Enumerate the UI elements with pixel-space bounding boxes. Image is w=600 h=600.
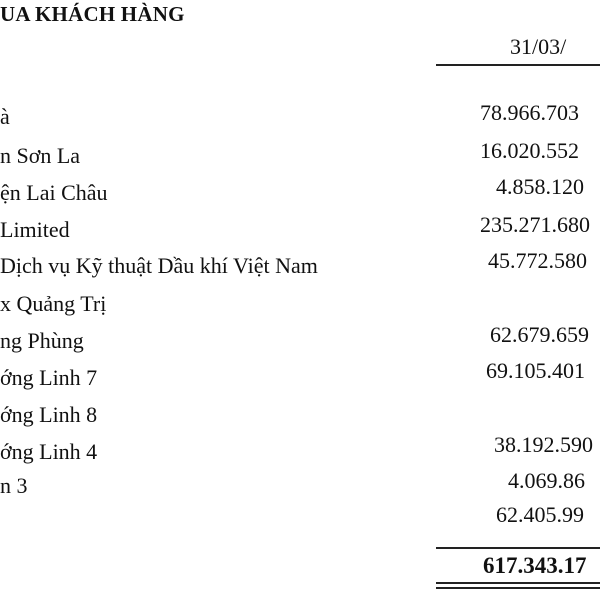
row-value: 38.192.590 <box>494 432 593 457</box>
total-double-rule-upper <box>436 582 600 584</box>
row-label: ớng Linh 4 <box>0 439 98 464</box>
column-header-date: 31/03/ <box>510 34 567 59</box>
row-value: 45.772.580 <box>488 248 587 273</box>
row-label: ớng Linh 8 <box>0 402 98 427</box>
row-label: Limited <box>0 217 70 242</box>
row-label: ớng Linh 7 <box>0 365 98 390</box>
row-value: 235.271.680 <box>480 212 590 237</box>
row-label: x Quảng Trị <box>0 291 107 316</box>
row-label: n 3 <box>0 473 28 498</box>
row-value: 69.105.401 <box>486 358 585 383</box>
row-value: 62.679.659 <box>490 322 589 347</box>
row-label: à <box>0 104 10 129</box>
row-value: 78.966.703 <box>480 100 579 125</box>
row-value: 4.069.86 <box>508 468 585 493</box>
total-value: 617.343.17 <box>483 553 587 578</box>
row-label: ng Phùng <box>0 328 84 353</box>
row-label: n Sơn La <box>0 143 81 168</box>
total-double-rule-lower <box>436 587 600 589</box>
row-label: ện Lai Châu <box>0 180 108 205</box>
row-value: 62.405.99 <box>496 502 584 527</box>
header-underline <box>436 64 600 66</box>
total-top-rule <box>436 547 600 549</box>
row-label: Dịch vụ Kỹ thuật Dầu khí Việt Nam <box>0 253 318 278</box>
row-value: 4.858.120 <box>496 174 584 199</box>
row-value: 16.020.552 <box>480 138 579 163</box>
section-heading: UA KHÁCH HÀNG <box>0 2 185 26</box>
